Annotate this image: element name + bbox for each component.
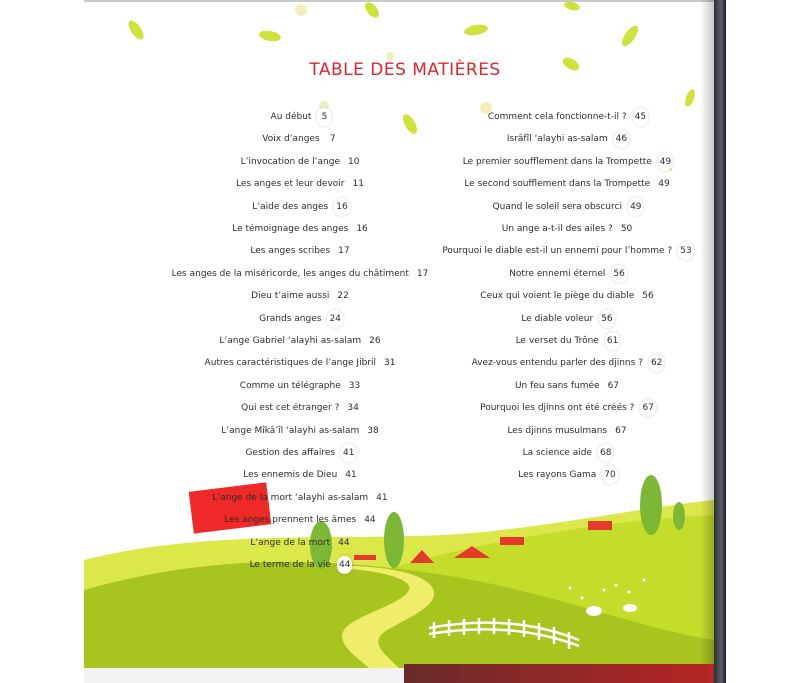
toc-entry-label: Le premier soufflement dans la Trompette <box>462 156 652 167</box>
toc-entry-page: 26 <box>369 336 381 346</box>
toc-entry-label: Quand le soleil sera obscurci <box>492 201 622 212</box>
toc-entry-label: Gestion des affaires <box>245 448 336 458</box>
toc-entry-page: 10 <box>347 156 360 167</box>
page-bottom-edge <box>84 668 404 683</box>
toc-entry-page: 56 <box>599 310 614 328</box>
toc-entry-page: 56 <box>642 291 654 302</box>
toc-entry-page: 67 <box>640 399 655 417</box>
page-top-edge <box>84 0 714 2</box>
toc-entry-page: 24 <box>327 310 342 328</box>
toc-entry-label: Ceux qui voient le piège du diable <box>480 291 635 302</box>
toc-entry-label: Un feu sans fumée <box>514 380 600 391</box>
cover-edge <box>404 664 714 683</box>
toc-entry-page: 56 <box>611 265 626 283</box>
toc-entry-label: Qui est cet étranger ? <box>241 403 340 414</box>
leaf-icon <box>463 23 488 37</box>
toc-entry-label: Le témoignage des anges <box>232 224 349 234</box>
toc-entry-label: Un ange a-t-il des ailes ? <box>501 224 613 234</box>
leaf-icon <box>126 18 147 42</box>
toc-entry-label: Le diable voleur <box>521 313 594 324</box>
toc-entry-label: Le terme de la vie <box>249 560 331 570</box>
toc-entry-page: 16 <box>334 198 349 216</box>
toc-entry[interactable] <box>101 556 501 574</box>
toc-entry-page: 61 <box>605 332 620 350</box>
toc-entry[interactable] <box>413 265 723 283</box>
toc-entry-label: Comme un télégraphe <box>239 380 341 391</box>
toc-entry-page: 68 <box>598 444 613 462</box>
toc-entry-page: 11 <box>352 179 364 190</box>
toc-entry[interactable] <box>101 511 501 529</box>
toc-entry-page: 44 <box>338 537 350 548</box>
toc-entry[interactable] <box>413 108 723 126</box>
flower-icon <box>295 4 307 16</box>
toc-entry-page: 16 <box>356 224 368 234</box>
toc-entry-label: Les anges de la miséricorde, les anges du châtiment <box>171 268 409 279</box>
toc-entry-label: Les anges scribes <box>250 246 331 257</box>
toc-entry[interactable] <box>413 422 723 440</box>
toc-entry-page: 34 <box>347 403 359 414</box>
toc-entry-label: Dieu t’aime aussi <box>251 291 330 302</box>
toc-entry-label: L’ange de la mort ‘alayhi as-salam <box>212 492 369 503</box>
leaf-icon <box>619 23 641 48</box>
toc-entry[interactable] <box>413 399 723 417</box>
toc-entry[interactable] <box>413 332 723 350</box>
toc-entry-label: Autres caractéristiques de l’ange Jibril <box>204 358 376 369</box>
toc-entry[interactable] <box>413 287 723 305</box>
toc-entry-label: Les anges et leur devoir <box>236 179 345 190</box>
toc-entry-page: 62 <box>649 354 664 372</box>
toc-entry-page: 49 <box>628 198 643 216</box>
toc-entry-page: 38 <box>367 425 379 436</box>
toc-entry-page: 41 <box>376 492 388 503</box>
toc-entry-label: Comment cela fonctionne-t-il ? <box>487 112 627 122</box>
leaf-icon <box>258 29 281 43</box>
toc-entry-page: 46 <box>614 130 629 148</box>
toc-entry-label: Les rayons Gama <box>518 470 597 481</box>
toc-entry-page: 41 <box>345 470 357 481</box>
toc-entry-label: Au début <box>270 112 312 122</box>
toc-entry[interactable] <box>413 354 723 372</box>
toc-entry[interactable] <box>413 198 723 216</box>
toc-entry-page: 53 <box>678 242 693 260</box>
toc-entry-page: 22 <box>337 291 349 302</box>
toc-entry-label: Les anges prennent les âmes <box>224 515 357 526</box>
toc-entry-page: 67 <box>615 425 627 436</box>
toc-entry-page: 70 <box>602 466 617 484</box>
toc-entry-page: 44 <box>337 556 352 574</box>
toc-entry-page: 17 <box>416 268 429 279</box>
toc-entry[interactable] <box>413 220 723 238</box>
toc-entry-label: Les djinns musulmans <box>507 425 608 436</box>
toc-entry-label: Grands anges <box>259 313 322 324</box>
toc-entry-label: La science aide <box>522 448 592 458</box>
toc-entry-page: 44 <box>364 515 376 526</box>
toc-entry-label: Notre ennemi éternel <box>509 268 606 279</box>
toc-entry-page: 31 <box>384 358 396 369</box>
toc-entry[interactable] <box>101 489 501 507</box>
toc-entry-page: 33 <box>348 380 361 391</box>
toc-entry[interactable] <box>413 153 723 171</box>
toc-entry-label: L’aide des anges <box>252 201 329 212</box>
toc-entry[interactable] <box>413 377 723 395</box>
toc-entry-label: Les ennemis de Dieu <box>243 470 338 481</box>
toc-entry-label: L’ange Gabriel ‘alayhi as-salam <box>219 336 362 346</box>
toc-entry-page: 45 <box>633 108 648 126</box>
toc-entry[interactable] <box>413 444 723 462</box>
flower-icon <box>386 52 394 60</box>
toc-entry-label: Le verset du Trône <box>515 336 599 346</box>
toc-entry-page: 7 <box>329 134 336 145</box>
toc-entry-page: 49 <box>658 153 673 171</box>
toc-entry-label: Le second soufflement dans la Trompette <box>464 179 651 190</box>
toc-entry[interactable] <box>413 242 723 260</box>
toc-entry-label: Avez-vous entendu parler des djinns ? <box>471 358 643 369</box>
toc-entry[interactable] <box>101 534 501 552</box>
toc-entry[interactable] <box>413 130 723 148</box>
toc-entry[interactable] <box>413 175 723 193</box>
toc-entry-label: Isrâfîl ‘alayhi as-salam <box>506 134 608 145</box>
toc-entry[interactable] <box>413 310 723 328</box>
toc-entry[interactable] <box>413 466 723 484</box>
toc-entry-page: 5 <box>317 108 331 126</box>
toc-entry-label: Voix d’anges <box>262 134 320 145</box>
toc-entry-page: 17 <box>338 246 350 257</box>
toc-entry-label: Pourquoi les djinns ont été créés ? <box>480 403 635 414</box>
toc-entry-label: L’invocation de l’ange <box>240 156 340 167</box>
toc-entry-label: L’ange Mîkâ’îl ‘alayhi as-salam <box>221 425 360 436</box>
leaf-icon <box>362 0 381 20</box>
leaf-icon <box>683 88 697 108</box>
toc-entry-page: 67 <box>607 380 620 391</box>
toc-entry-page: 50 <box>620 224 633 234</box>
toc-entry-label: Pourquoi le diable est-il un ennemi pour l’homme ? <box>442 246 673 257</box>
page-title: TABLE DES MATIÈRES <box>309 60 501 80</box>
toc-entry-page: 49 <box>658 179 670 190</box>
toc-entry-label: L’ange de la mort <box>250 537 331 548</box>
toc-entry-page: 41 <box>341 444 356 462</box>
